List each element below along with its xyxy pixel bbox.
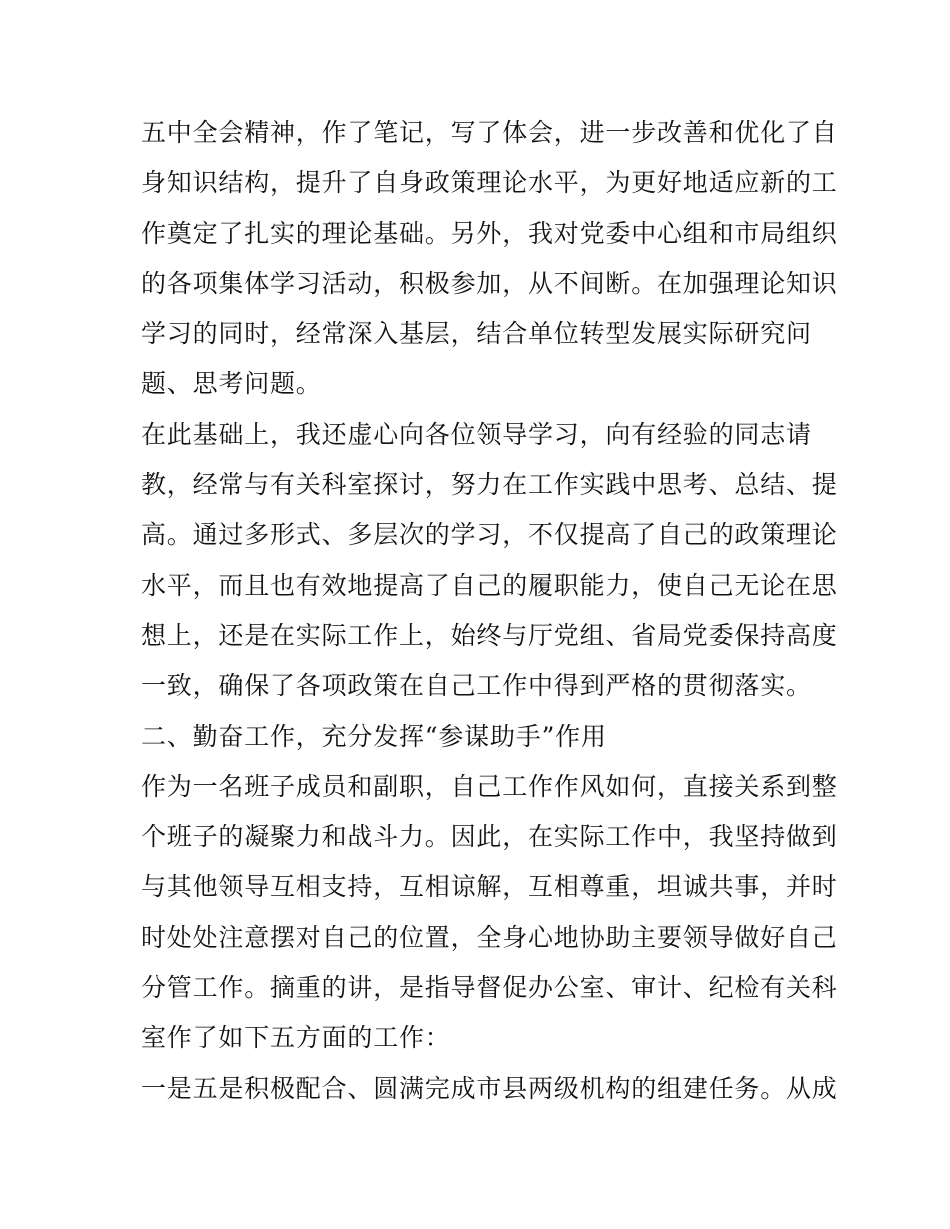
text-line: 室作了如下五方面的工作： xyxy=(141,1023,451,1053)
section-heading: 二、勤奋工作，充分发挥“参谋助手”作用 xyxy=(141,721,607,751)
text-line: 分管工作。摘重的讲，是指导督促办公室、审计、纪检有关科 xyxy=(141,973,838,1003)
text-line: 一是五是积极配合、圆满完成市县两级机构的组建任务。从成 xyxy=(141,1073,838,1103)
text-line: 的各项集体学习活动，积极参加，从不间断。在加强理论知识 xyxy=(141,268,838,298)
text-line: 高。通过多形式、多层次的学习，不仅提高了自己的政策理论 xyxy=(141,520,838,550)
body-text xyxy=(141,108,838,1114)
text-line: 水平，而且也有效地提高了自己的履职能力，使自己无论在思 xyxy=(141,570,838,600)
text-line: 在此基础上，我还虚心向各位领导学习，向有经验的同志请 xyxy=(141,419,812,449)
text-line: 题、思考问题。 xyxy=(141,369,322,399)
text-line: 身知识结构，提升了自身政策理论水平，为更好地适应新的工 xyxy=(141,168,838,198)
text-line: 作奠定了扎实的理论基础。另外，我对党委中心组和市局组织 xyxy=(141,218,838,248)
text-line: 教，经常与有关科室探讨，努力在工作实践中思考、总结、提 xyxy=(141,470,838,500)
text-line: 学习的同时，经常深入基层，结合单位转型发展实际研究问 xyxy=(141,319,812,349)
text-line: 与其他领导互相支持，互相谅解，互相尊重，坦诚共事，并时 xyxy=(141,872,838,902)
text-line: 五中全会精神，作了笔记，写了体会，进一步改善和优化了自 xyxy=(141,118,838,147)
text-line: 想上，还是在实际工作上，始终与厅党组、省局党委保持高度 xyxy=(141,620,838,650)
text-line: 一致，确保了各项政策在自己工作中得到严格的贯彻落实。 xyxy=(141,671,812,701)
text-line: 作为一名班子成员和副职，自己工作作风如何，直接关系到整 xyxy=(141,771,838,801)
text-line: 时处处注意摆对自己的位置，全身心地协助主要领导做好自己 xyxy=(141,922,838,952)
text-line: 个班子的凝聚力和战斗力。因此，在实际工作中，我坚持做到 xyxy=(141,822,838,852)
